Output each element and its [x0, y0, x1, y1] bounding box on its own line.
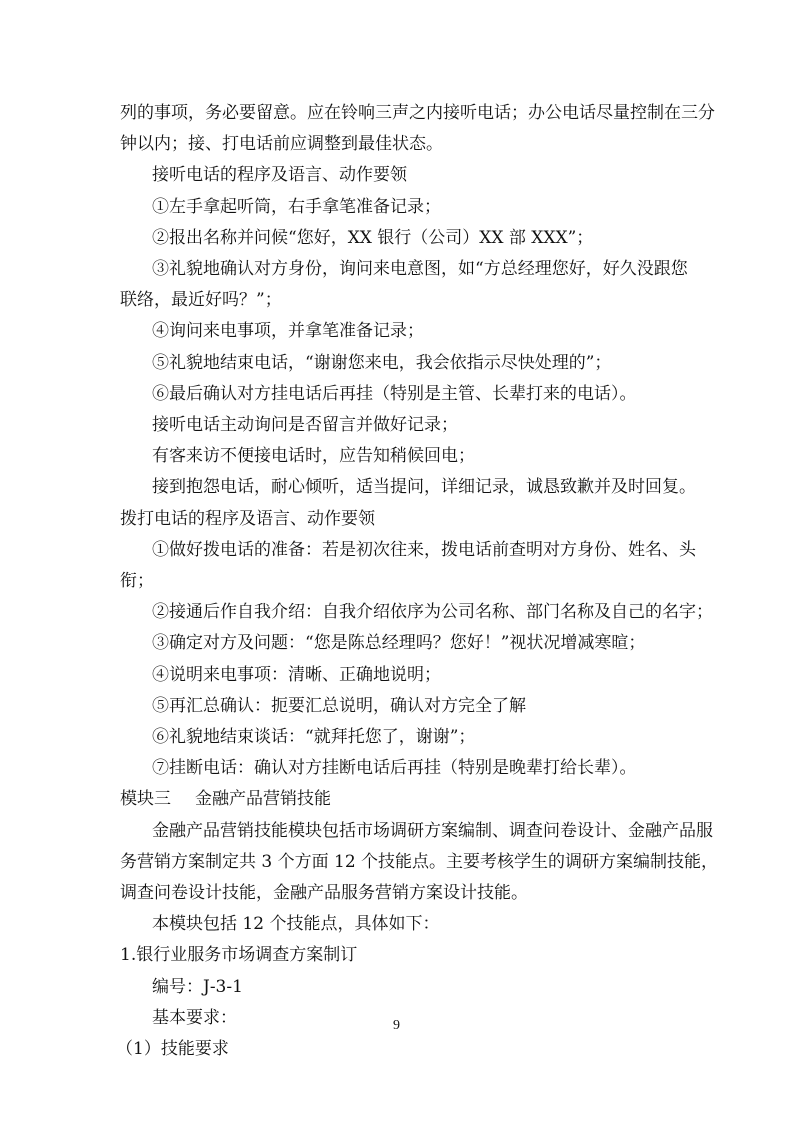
list-item: ①左手拿起听筒，右手拿笔准备记录； — [152, 196, 441, 217]
list-item: ⑦挂断电话：确认对方挂断电话后再挂（特别是晚辈打给长辈）。 — [152, 758, 637, 779]
basic-requirements-label: 基本要求： — [152, 1007, 237, 1028]
list-item: ④询问来电事项，并拿笔准备记录； — [152, 321, 424, 342]
section-heading: 拨打电话的程序及语言、动作要领 — [120, 508, 375, 529]
line-text: 有客来访不便接电话时，应告知稍候回电； — [152, 446, 475, 467]
list-item-continuation: 衔； — [120, 571, 154, 591]
line-text: 钟以内；接、打电话前应调整到最佳状态。 — [120, 134, 443, 155]
skill-requirements-heading: （1）技能要求 — [116, 1039, 229, 1059]
list-item: ⑥最后确认对方挂电话后再挂（特别是主管、长辈打来的电话）。 — [152, 383, 637, 404]
line-text: 接到抱怨电话，耐心倾听，适当提问，详细记录，诚恳致歉并及时回复。 — [152, 477, 696, 498]
page-number: 9 — [393, 1018, 400, 1033]
list-item: ③确定对方及问题：“您是陈总经理吗？您好！”视状况增减寒暄； — [152, 633, 646, 654]
list-item: ⑤礼貌地结束电话，“谢谢您来电，我会依指示尽快处理的”； — [152, 352, 612, 373]
list-item: ④说明来电事项：清晰、正确地说明； — [152, 664, 441, 685]
section-heading: 接听电话的程序及语言、动作要领 — [152, 165, 407, 186]
list-item: ⑥礼貌地结束谈话：“就拜托您了，谢谢”； — [152, 727, 476, 747]
list-item: ①做好拨电话的准备：若是初次往来，拨电话前查明对方身份、姓名、头 — [152, 539, 696, 560]
list-item: ②报出名称并问候“您好，XX 银行（公司）XX 部 XXX”； — [152, 227, 594, 248]
line-text: 列的事项，务必要留意。应在铃响三声之内接听电话；办公电话尽量控制在三分 — [120, 103, 715, 123]
code-line: 编号：J-3-1 — [152, 976, 243, 997]
paragraph-text: 金融产品营销技能模块包括市场调研方案编制、调查问卷设计、金融产品服 — [152, 820, 713, 841]
list-item-continuation: 联络，最近好吗？”； — [120, 290, 282, 311]
list-item: ②接通后作自我介绍：自我介绍依序为公司名称、部门名称及自己的名字； — [152, 602, 713, 623]
paragraph-text: 调查问卷设计技能，金融产品服务营销方案设计技能。 — [120, 883, 528, 903]
subsection-heading: 1.银行业服务市场调查方案制订 — [120, 945, 358, 966]
paragraph-text: 务营销方案制定共 3 个方面 12 个技能点。主要考核学生的调研方案编制技能， — [120, 851, 719, 872]
list-item: ③礼貌地确认对方身份，询问来电意图，如“方总经理您好，好久没跟您 — [152, 259, 688, 279]
paragraph-text: 本模块包括 12 个技能点，具体如下： — [152, 914, 440, 935]
list-item: ⑤再汇总确认：扼要汇总说明，确认对方完全了解 — [152, 695, 526, 716]
line-text: 接听电话主动询问是否留言并做好记录； — [152, 415, 458, 435]
module-title: 金融产品营销技能 — [195, 789, 331, 810]
module-label: 模块三 — [120, 789, 171, 810]
